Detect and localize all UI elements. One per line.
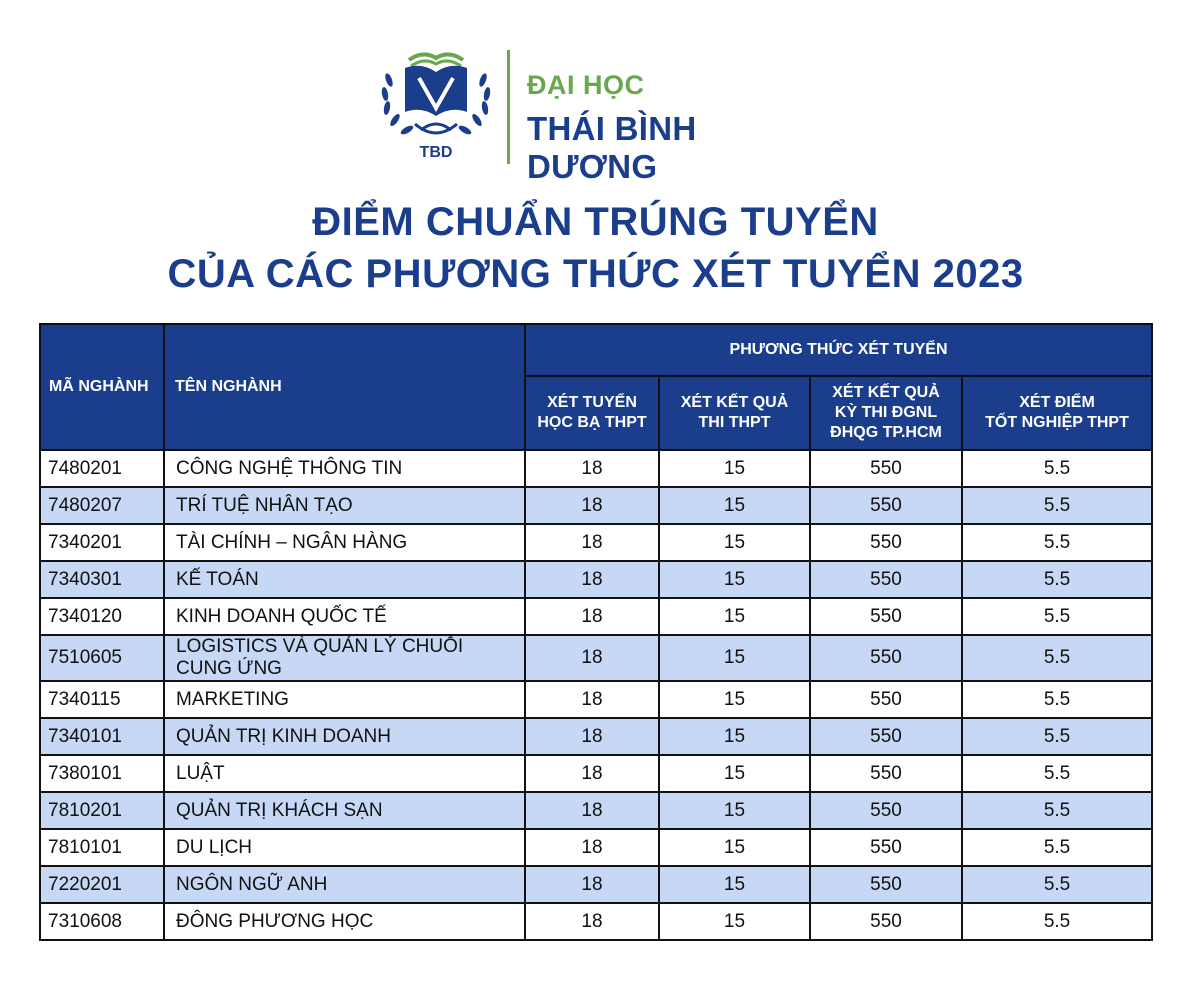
cell-score-totnghiep: 5.5: [962, 903, 1152, 940]
cell-score-thpt: 15: [659, 681, 810, 718]
logo-divider: [507, 50, 510, 164]
cell-score-hocba: 18: [525, 598, 659, 635]
cell-score-dgnl: 550: [810, 755, 962, 792]
table-row: [40, 792, 1152, 829]
table-row: [40, 903, 1152, 940]
cell-score-thpt: 15: [659, 829, 810, 866]
header-method-dgnl: XÉT KẾT QUẢ KỲ THI ĐGNL ĐHQG TP.HCM: [810, 376, 962, 450]
page-title-line2: CỦA CÁC PHƯƠNG THỨC XÉT TUYỂN 2023: [167, 252, 1024, 296]
header-method-totnghiep: XÉT ĐIỂM TỐT NGHIỆP THPT: [962, 376, 1152, 450]
cell-code: 7340101: [40, 718, 164, 755]
cell-score-totnghiep: 5.5: [962, 635, 1152, 681]
cell-score-thpt: 15: [659, 903, 810, 940]
cell-score-dgnl: 550: [810, 524, 962, 561]
cell-score-totnghiep: 5.5: [962, 681, 1152, 718]
cell-score-dgnl: 550: [810, 487, 962, 524]
cell-score-totnghiep: 5.5: [962, 866, 1152, 903]
cell-code: 7220201: [40, 866, 164, 903]
cell-score-hocba: 18: [525, 450, 659, 487]
book-emblem-icon: [375, 46, 497, 168]
cell-score-dgnl: 550: [810, 718, 962, 755]
university-logo: [375, 46, 795, 185]
cell-score-hocba: 18: [525, 524, 659, 561]
table-row: [40, 829, 1152, 866]
cell-score-dgnl: 550: [810, 829, 962, 866]
cell-score-thpt: 15: [659, 755, 810, 792]
cell-score-hocba: 18: [525, 829, 659, 866]
table-row: [40, 718, 1152, 755]
cell-score-hocba: 18: [525, 681, 659, 718]
cell-name: KẾ TOÁN: [164, 561, 525, 598]
cell-score-totnghiep: 5.5: [962, 450, 1152, 487]
cell-score-thpt: 15: [659, 598, 810, 635]
table-row: [40, 866, 1152, 903]
cell-score-dgnl: 550: [810, 450, 962, 487]
cell-score-dgnl: 550: [810, 598, 962, 635]
header-method-hocba: XÉT TUYỂN HỌC BẠ THPT: [525, 376, 659, 450]
cell-name: DU LỊCH: [164, 829, 525, 866]
table-row: [40, 681, 1152, 718]
logo-text-university-name: THÁI BÌNH DƯƠNG: [527, 110, 697, 185]
cell-code: 7340115: [40, 681, 164, 718]
cell-score-hocba: 18: [525, 755, 659, 792]
cell-score-thpt: 15: [659, 487, 810, 524]
cell-score-dgnl: 550: [810, 681, 962, 718]
cell-score-thpt: 15: [659, 450, 810, 487]
cell-code: 7480207: [40, 487, 164, 524]
cell-code: 7310608: [40, 903, 164, 940]
table-row: [40, 561, 1152, 598]
cell-code: 7340120: [40, 598, 164, 635]
cell-score-thpt: 15: [659, 561, 810, 598]
cell-score-totnghiep: 5.5: [962, 561, 1152, 598]
cell-score-dgnl: 550: [810, 903, 962, 940]
cell-score-thpt: 15: [659, 866, 810, 903]
cell-code: 7340301: [40, 561, 164, 598]
header-name: TÊN NGHÀNH: [164, 324, 525, 450]
table-row: [40, 598, 1152, 635]
cell-name: TRÍ TUỆ NHÂN TẠO: [164, 487, 525, 524]
header-method-thpt: XÉT KẾT QUẢ THI THPT: [659, 376, 810, 450]
cell-score-totnghiep: 5.5: [962, 792, 1152, 829]
page-title-line1: ĐIỂM CHUẨN TRÚNG TUYỂN: [312, 200, 879, 244]
cell-score-hocba: 18: [525, 561, 659, 598]
table-row: [40, 635, 1152, 681]
cell-score-thpt: 15: [659, 792, 810, 829]
cell-name: MARKETING: [164, 681, 525, 718]
table-row: [40, 755, 1152, 792]
cell-name: ĐÔNG PHƯƠNG HỌC: [164, 903, 525, 940]
cell-code: 7380101: [40, 755, 164, 792]
cell-score-thpt: 15: [659, 524, 810, 561]
cell-score-hocba: 18: [525, 487, 659, 524]
cell-score-totnghiep: 5.5: [962, 755, 1152, 792]
cell-score-hocba: 18: [525, 718, 659, 755]
cell-score-dgnl: 550: [810, 866, 962, 903]
header-method-group: PHƯƠNG THỨC XÉT TUYỂN: [525, 324, 1152, 376]
cell-score-dgnl: 550: [810, 792, 962, 829]
cell-name: LOGISTICS VÀ QUẢN LÝ CHUỖI CUNG ỨNG: [164, 635, 525, 681]
cell-code: 7810201: [40, 792, 164, 829]
cell-name: TÀI CHÍNH – NGÂN HÀNG: [164, 524, 525, 561]
cell-code: 7340201: [40, 524, 164, 561]
logo-abbreviation: TBD: [419, 144, 453, 161]
table-row: [40, 524, 1152, 561]
cell-score-totnghiep: 5.5: [962, 718, 1152, 755]
cell-score-totnghiep: 5.5: [962, 487, 1152, 524]
cell-score-totnghiep: 5.5: [962, 524, 1152, 561]
header-code: MÃ NGHÀNH: [40, 324, 164, 450]
table-row: [40, 450, 1152, 487]
cell-score-totnghiep: 5.5: [962, 598, 1152, 635]
cell-score-dgnl: 550: [810, 635, 962, 681]
cell-score-hocba: 18: [525, 635, 659, 681]
cell-score-thpt: 15: [659, 718, 810, 755]
cell-score-totnghiep: 5.5: [962, 829, 1152, 866]
cell-code: 7510605: [40, 635, 164, 681]
cell-name: CÔNG NGHỆ THÔNG TIN: [164, 450, 525, 487]
cell-name: QUẢN TRỊ KHÁCH SẠN: [164, 792, 525, 829]
cell-name: QUẢN TRỊ KINH DOANH: [164, 718, 525, 755]
cell-code: 7810101: [40, 829, 164, 866]
cell-code: 7480201: [40, 450, 164, 487]
cell-score-hocba: 18: [525, 792, 659, 829]
cell-name: NGÔN NGỮ ANH: [164, 866, 525, 903]
cell-score-dgnl: 550: [810, 561, 962, 598]
logo-text-dai-hoc: ĐẠI HỌC: [527, 70, 645, 100]
cell-name: LUẬT: [164, 755, 525, 792]
cell-score-thpt: 15: [659, 635, 810, 681]
admission-score-table: [39, 323, 1153, 941]
table-row: [40, 487, 1152, 524]
cell-score-hocba: 18: [525, 866, 659, 903]
cell-name: KINH DOANH QUỐC TẾ: [164, 598, 525, 635]
cell-score-hocba: 18: [525, 903, 659, 940]
